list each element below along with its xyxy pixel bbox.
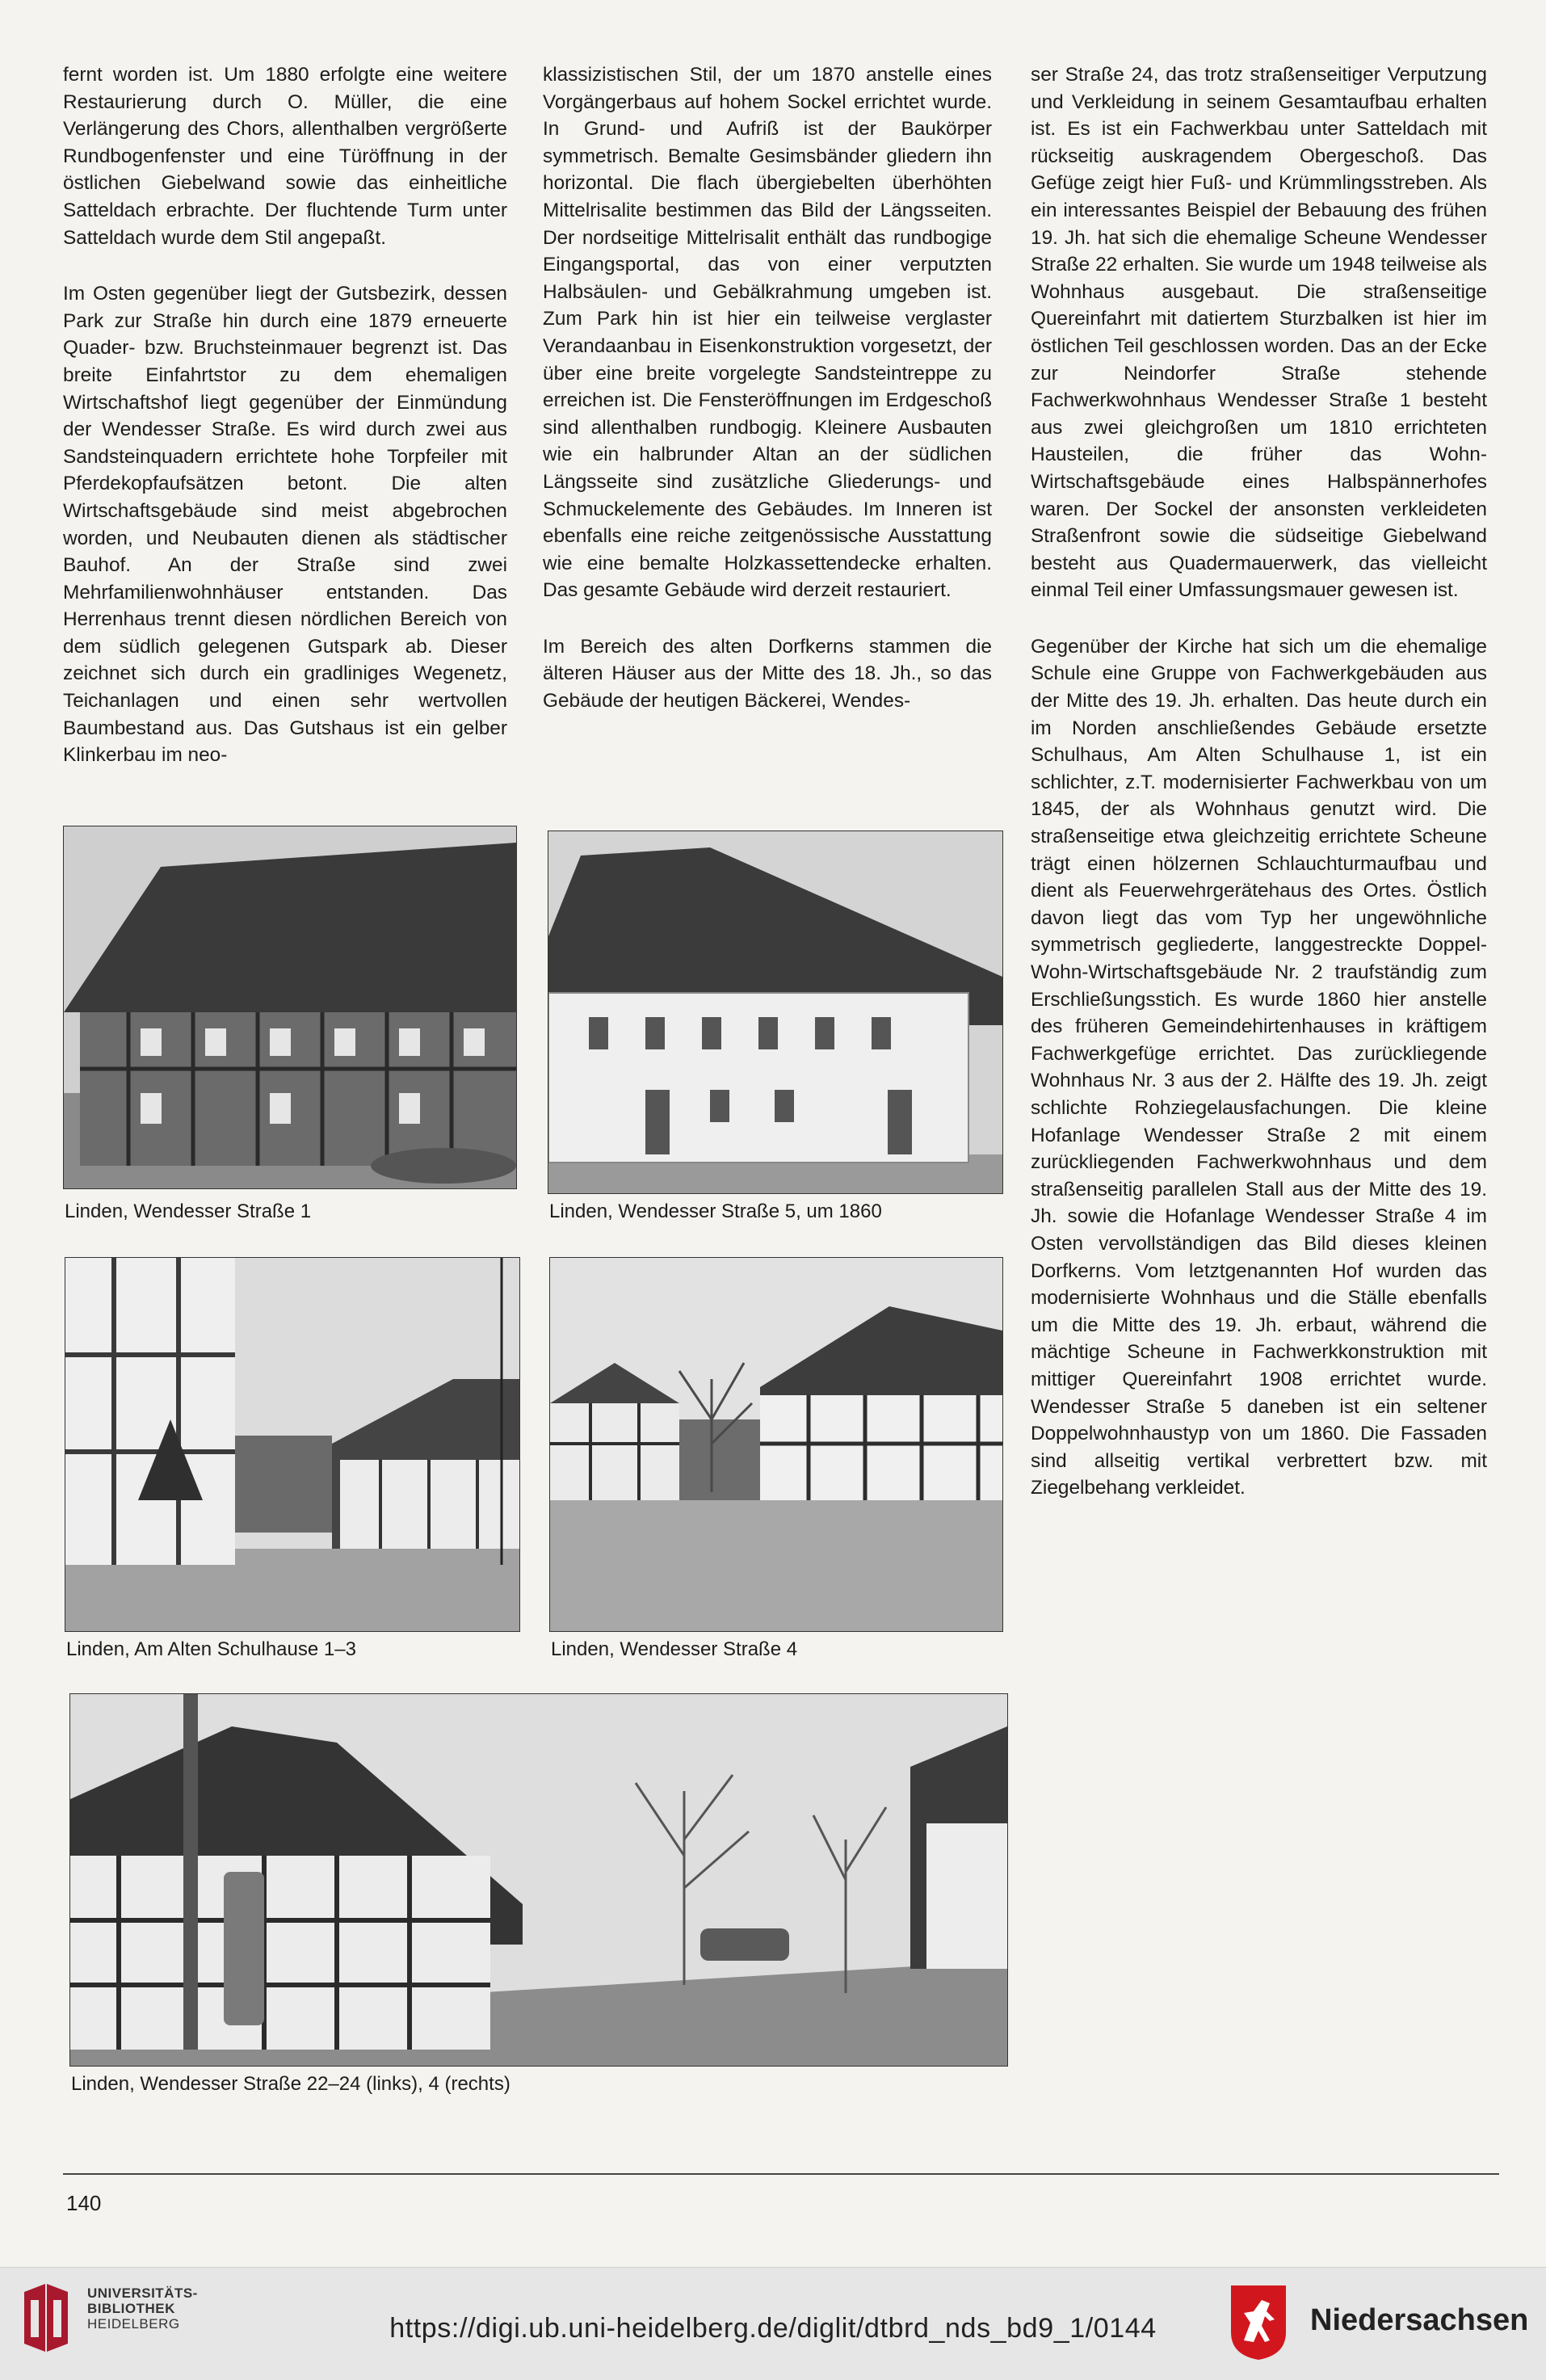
- photo-am-alten-schulhause: [65, 1257, 520, 1632]
- text-column-2: [543, 61, 992, 744]
- source-url-link[interactable]: https://digi.ub.uni-heidelberg.de/diglit/dtbrd_nds_bd9_1/0144: [389, 2313, 1157, 2344]
- caption: Linden, Wendesser Straße 22–24 (links), 4 (rechts): [71, 2073, 510, 2095]
- paragraph: Im Bereich des alten Dorfkerns stammen die älteren Häuser aus der Mitte des 18. Jh., so das Gebäude der heutigen Bäckerei, Wendes-: [543, 635, 992, 713]
- footer-bar: [0, 2267, 1546, 2380]
- photo-wendesser-strasse-1: [63, 826, 517, 1189]
- page-number: 140: [66, 2191, 102, 2215]
- photo-wendesser-strasse-22-24: [69, 1693, 1008, 2067]
- caption: Linden, Wendesser Straße 5, um 1860: [549, 1201, 882, 1222]
- page-divider: [63, 2173, 1499, 2175]
- photo-wendesser-strasse-5: [548, 830, 1003, 1194]
- caption: Linden, Wendesser Straße 4: [551, 1638, 798, 1660]
- paragraph: Gegenüber der Kirche hat sich um die ehemalige Schule eine Gruppe von Fachwerkgebäuden aus der Mitte des 19. Jh. erhalten. Das heute durch ein im Norden anschließendes Gebäude ersetzte Schulhaus, Am Alten Schulhause 1, ist ein schlichter, z.T. modernisierter Fachwerkbau von um 1845, der als Wohnhaus genutzt wird. Die straßenseitige etwa gleichzeitig errichtete Scheune trägt einen hölzernen Schlauchturmaufbau und dient als Feuerwehrgerätehaus des Ortes. Östlich davon liegt das vom Typ her ungewöhnliche symmetrisch gegliederte, langgestreckte Doppel-Wohn-Wirtschaftsgebäude Nr. 2 traufständig zum Erschließungsstich. Es wurde 1860 hier anstelle des früheren Gemeindehirtenhauses in kräftigem Fachwerkgefüge errichtet. Das zurückliegende Wohnhaus Nr. 3 aus der 2. Hälfte des 19. Jh. zeigt schlichte Rohziegelausfachungen. Die kleine Hofanlage Wendesser Straße 2 mit einem zurückliegenden Fachwerkwohnhaus und dem straßenseitig parallelen Stall aus der Mitte des 19. Jh. sowie die Hofanlage Wendesser Straße 4 im Osten vervollständigen das Bild dieses kleinen Dorfkerns. Vom letztgenannten Hof wurden das modernisierte Wohnhaus und die Ställe ebenfalls um die Mitte des 19. Jh. erbaut, während die mächtige Scheune in Fachwerkkonstruktion mit mittiger Quereinfahrt 1908 errichtet wurde. Wendesser Straße 5 daneben ist ein seltener Doppelwohnhaustyp von um 1860. Die Fassaden sind allseitig vertikal verbrettert bzw. mit Ziegelbehang verkleidet.: [1031, 635, 1487, 1499]
- paragraph: ser Straße 24, das trotz straßenseitiger Verputzung und Verkleidung in seinem Gesamtaufbau erhalten ist. Es ist ein Fachwerkbau unter Satteldach mit rückseitig auskragendem Obergeschoß. Das Gefüge zeigt hier Fuß- und Krümmlingsstreben. Als ein interessantes Beispiel der Bebauung des frühen 19. Jh. hat sich die ehemalige Scheune Wendesser Straße 22 erhalten. Sie wurde um 1948 teilweise als Wohnhaus ausgebaut. Die straßenseitige Quereinfahrt mit datiertem Sturzbalken ist hier im östlichen Teil geschlossen worden. Das an der Ecke zur Neindorfer Straße stehende Fachwerkwohnhaus Wendesser Straße 1 besteht aus zwei gleichgroßen um 1810 errichteten Hausteilen, die früher das Wohn- Wirtschaftsgebäude eines Halbspännerhofes waren. Der Sockel der ansonsten verkleideten Straßenfront sowie die südseitige Giebelwand besteht aus Quadermauerwerk, das vielleicht einmal Teil einer Umfassungsmauer gewesen ist.: [1031, 64, 1487, 602]
- caption: Linden, Am Alten Schulhause 1–3: [66, 1638, 356, 1660]
- text-column-1: [63, 61, 507, 798]
- text-column-3: [1031, 61, 1487, 1531]
- paragraph: fernt worden ist. Um 1880 erfolgte eine weitere Restaurierung durch O. Müller, die eine Verlängerung des Chors, allenthalben vergrößerte Rundbogenfenster und eine Türöffnung in der östlichen Giebelwand sowie das einheitliche Satteldach erbrachte. Der fluchtende Turm unter Satteldach wurde dem Stil angepaßt.: [63, 64, 507, 249]
- library-name: UNIVERSITÄTS- BIBLIOTHEK HEIDELBERG: [87, 2285, 198, 2332]
- paragraph: Im Osten gegenüber liegt der Gutsbezirk, dessen Park zur Straße hin durch eine 1879 erneuerte Quader- bzw. Bruchsteinmauer begrenzt ist. Das breite Einfahrtstor zu dem ehemaligen Wirtschaftshof liegt gegenüber der Einmündung der Wendesser Straße. Es wird durch zwei aus Sandsteinquadern errichtete hohe Torpfeiler mit Pferdekopfaufsätzen betont. Die alten Wirtschaftsgebäude sind meist abgebrochen worden, und Neubauten dienen als städtischer Bauhof. An der Straße sind zwei Mehrfamilienwohnhäuser entstanden. Das Herrenhaus trennt diesen nördlichen Bereich von dem südlich gelegenen Gutspark ab. Dieser zeichnet sich durch ein gradliniges Wegenetz, Teichanlagen und einen sehr wertvollen Baumbestand aus. Das Gutshaus ist ein gelber Klinkerbau im neo-: [63, 283, 507, 767]
- niedersachsen-horse-icon: [1229, 2284, 1288, 2361]
- caption: Linden, Wendesser Straße 1: [65, 1201, 312, 1222]
- photo-wendesser-strasse-4: [549, 1257, 1003, 1632]
- state-name: Niedersachsen: [1310, 2303, 1529, 2337]
- paragraph: klassizistischen Stil, der um 1870 anstelle eines Vorgängerbaus auf hohem Sockel errichtet wurde. In Grund- und Aufriß ist der Baukörper symmetrisch. Bemalte Gesimsbänder gliedern ihn horizontal. Die flach übergiebelten überhöhten Mittelrisalite bestimmen das Bild der Längsseiten. Der nordseitige Mittelrisalit enthält das rundbogige Eingangsportal, das von einer verputzten Halbsäulen- und Gebälkrahmung umgeben ist. Zum Park hin ist hier ein teilweise verglaster Verandaanbau in Eisenkonstruktion vorgesetzt, der über eine breite vorgelegte Sandsteintreppe zu erreichen ist. Die Fensteröffnungen im Erdgeschoß sind allenthalben rundbogig. Kleinere Ausbauten wie ein halbrunder Altan an der südlichen Längsseite sind zusätzliche Gliederungs- und Schmuckelemente des Gebäudes. Im Inneren ist ebenfalls eine reiche zeitgenössische Ausstattung wie eine bemalte Holzkassettendecke erhalten. Das gesamte Gebäude wird derzeit restauriert.: [543, 64, 992, 602]
